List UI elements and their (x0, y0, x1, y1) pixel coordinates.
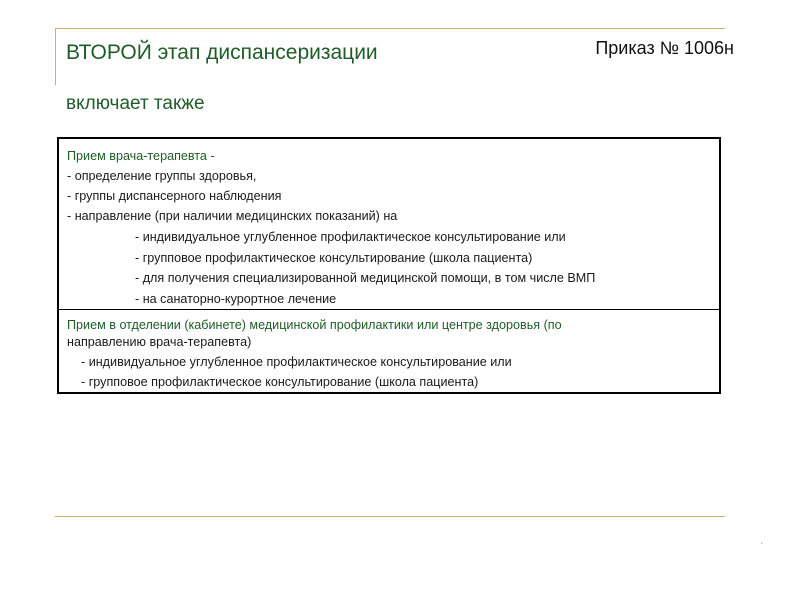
footer-mark: . (760, 533, 764, 547)
page-subtitle: включает также (66, 93, 205, 114)
prevention-heading-line-1: Прием в отделении (кабинете) медицинской профилактики или центре здоровья (по (67, 318, 562, 332)
prevention-section (59, 310, 719, 392)
list-item: - групповое профилактическое консультирование (школа пациента) (81, 375, 479, 389)
list-item: - индивидуальное углубленное профилактическое консультирование или (81, 355, 512, 369)
top-accent-rule (55, 28, 725, 29)
sub-list-item: - на санаторно-курортное лечение (135, 292, 337, 306)
list-item: - группы диспансерного наблюдения (67, 189, 282, 203)
sub-list-item: - индивидуальное углубленное профилактическое консультирование или (135, 230, 566, 244)
order-reference: Приказ № 1006н (595, 38, 734, 58)
sub-list-item: - групповое профилактическое консультирование (школа пациента) (135, 251, 533, 265)
list-item: - направление (при наличии медицинских показаний) на (67, 209, 398, 223)
left-accent-rule (55, 28, 56, 85)
bottom-accent-rule (55, 516, 725, 517)
list-item: - определение группы здоровья, (67, 169, 257, 183)
content-table (57, 137, 721, 394)
sub-list-item: - для получения специализированной медицинской помощи, в том числе ВМП (135, 271, 596, 285)
therapist-heading: Прием врача-терапевта - (67, 149, 215, 163)
prevention-heading-line-2: направлению врача-терапевта) (67, 335, 252, 349)
therapist-section (59, 139, 719, 309)
page-title: ВТОРОЙ этап диспансеризации (66, 41, 378, 64)
